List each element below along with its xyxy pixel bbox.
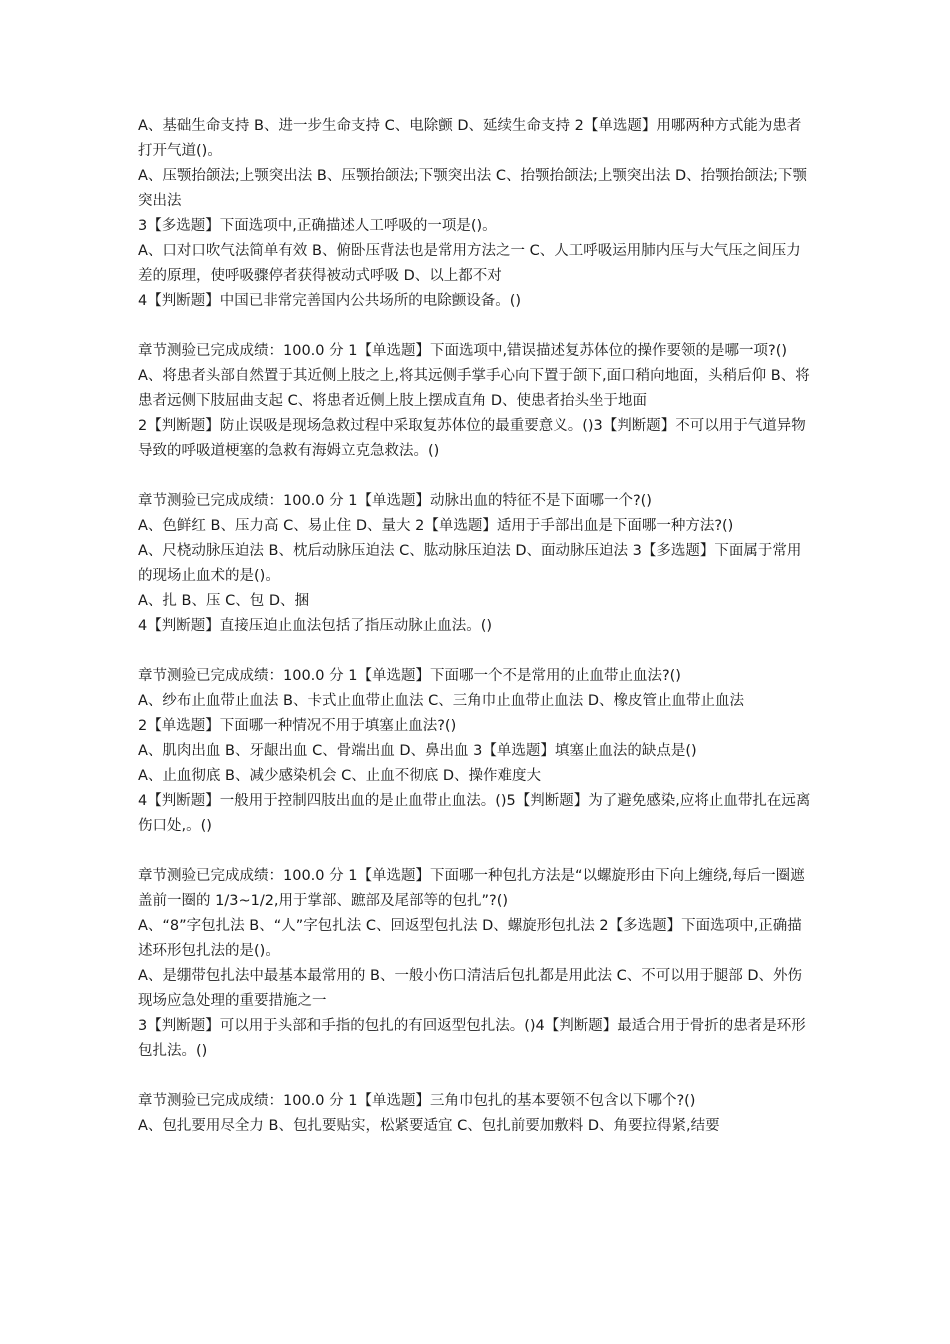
paragraph-spacer	[138, 1064, 814, 1089]
text-paragraph: A、色鲜红 B、压力高 C、易止住 D、量大 2【单选题】适用于手部出血是下面哪一种方法?()	[138, 518, 734, 534]
text-paragraph: A、“8”字包扎法 B、“人”字包扎法 C、回返型包扎法 D、螺旋形包扎法 2【多选题】下面选项中,正确描述环形包扎法的是()。	[138, 918, 802, 959]
text-paragraph: A、口对口吹气法简单有效 B、俯卧压背法也是常用方法之一 C、人工呼吸运用肺内压与大气压之间压力差的原理，使呼吸骤停者获得被动式呼吸 D、以上都不对	[138, 243, 801, 284]
text-paragraph: 章节测验已完成成绩：100.0 分 1【单选题】下面选项中,错误描述复苏体位的操作要领的是哪一项?()	[138, 343, 788, 359]
text-paragraph: A、扎 B、压 C、包 D、捆	[138, 593, 309, 609]
paragraph-spacer	[138, 839, 814, 864]
paragraph-spacer	[138, 464, 814, 489]
text-paragraph: A、基础生命支持 B、进一步生命支持 C、电除颤 D、延续生命支持 2【单选题】用哪两种方式能为患者打开气道()。	[138, 118, 802, 159]
text-paragraph: 3【多选题】下面选项中,正确描述人工呼吸的一项是()。	[138, 218, 497, 234]
text-paragraph: A、尺桡动脉压迫法 B、枕后动脉压迫法 C、肱动脉压迫法 D、面动脉压迫法 3【多选题】下面属于常用的现场止血术的是()。	[138, 543, 802, 584]
text-paragraph: A、是绷带包扎法中最基本最常用的 B、一般小伤口清洁后包扎都是用此法 C、不可以用于腿部 D、外伤现场应急处理的重要措施之一	[138, 968, 802, 1009]
text-paragraph: A、压颚抬颌法;上颚突出法 B、压颚抬颌法;下颚突出法 C、抬颚抬颌法;上颚突出法 D、抬颚抬颌法;下颚突出法	[138, 168, 808, 209]
text-paragraph: 章节测验已完成成绩：100.0 分 1【单选题】三角巾包扎的基本要领不包含以下哪个?()	[138, 1093, 696, 1109]
text-paragraph: 章节测验已完成成绩：100.0 分 1【单选题】下面哪一个不是常用的止血带止血法?()	[138, 668, 681, 684]
text-paragraph: 3【判断题】可以用于头部和手指的包扎的有回返型包扎法。()4【判断题】最适合用于骨折的患者是环形包扎法。()	[138, 1018, 806, 1059]
text-paragraph: 4【判断题】中国已非常完善国内公共场所的电除颤设备。()	[138, 293, 522, 309]
text-paragraph: A、将患者头部自然置于其近侧上肢之上,将其远侧手掌手心向下置于颌下,面口稍向地面，头稍后仰 B、将患者远侧下肢屈曲支起 C、将患者近侧上肢上摆成直角 D、使患者抬头坐于地面	[138, 368, 810, 409]
text-paragraph: 章节测验已完成成绩：100.0 分 1【单选题】动脉出血的特征不是下面哪一个?()	[138, 493, 652, 509]
text-paragraph: A、肌肉出血 B、牙龈出血 C、骨端出血 D、鼻出血 3【单选题】填塞止血法的缺点是()	[138, 743, 697, 759]
paragraph-spacer	[138, 314, 814, 339]
paragraph-spacer	[138, 639, 814, 664]
text-paragraph: A、纱布止血带止血法 B、卡式止血带止血法 C、三角巾止血带止血法 D、橡皮管止血带止血法	[138, 693, 744, 709]
text-paragraph: 章节测验已完成成绩：100.0 分 1【单选题】下面哪一种包扎方法是“以螺旋形由下向上缠绕,每后一圈遮盖前一圈的 1/3~1/2,用于掌部、蹠部及尾部等的包扎”?()	[138, 868, 805, 909]
text-paragraph: 2【单选题】下面哪一种情况不用于填塞止血法?()	[138, 718, 457, 734]
text-paragraph: 2【判断题】防止误吸是现场急救过程中采取复苏体位的最重要意义。()3【判断题】不可以用于气道异物导致的呼吸道梗塞的急救有海姆立克急救法。()	[138, 418, 806, 459]
document-body	[138, 114, 814, 1139]
text-paragraph: A、包扎要用尽全力 B、包扎要贴实，松紧要适宜 C、包扎前要加敷料 D、角要拉得紧,结要	[138, 1118, 720, 1134]
text-paragraph: 4【判断题】直接压迫止血法包括了指压动脉止血法。()	[138, 618, 493, 634]
text-paragraph: 4【判断题】一般用于控制四肢出血的是止血带止血法。()5【判断题】为了避免感染,应将止血带扎在远离伤口处,。()	[138, 793, 811, 834]
text-paragraph: A、止血彻底 B、减少感染机会 C、止血不彻底 D、操作难度大	[138, 768, 541, 784]
